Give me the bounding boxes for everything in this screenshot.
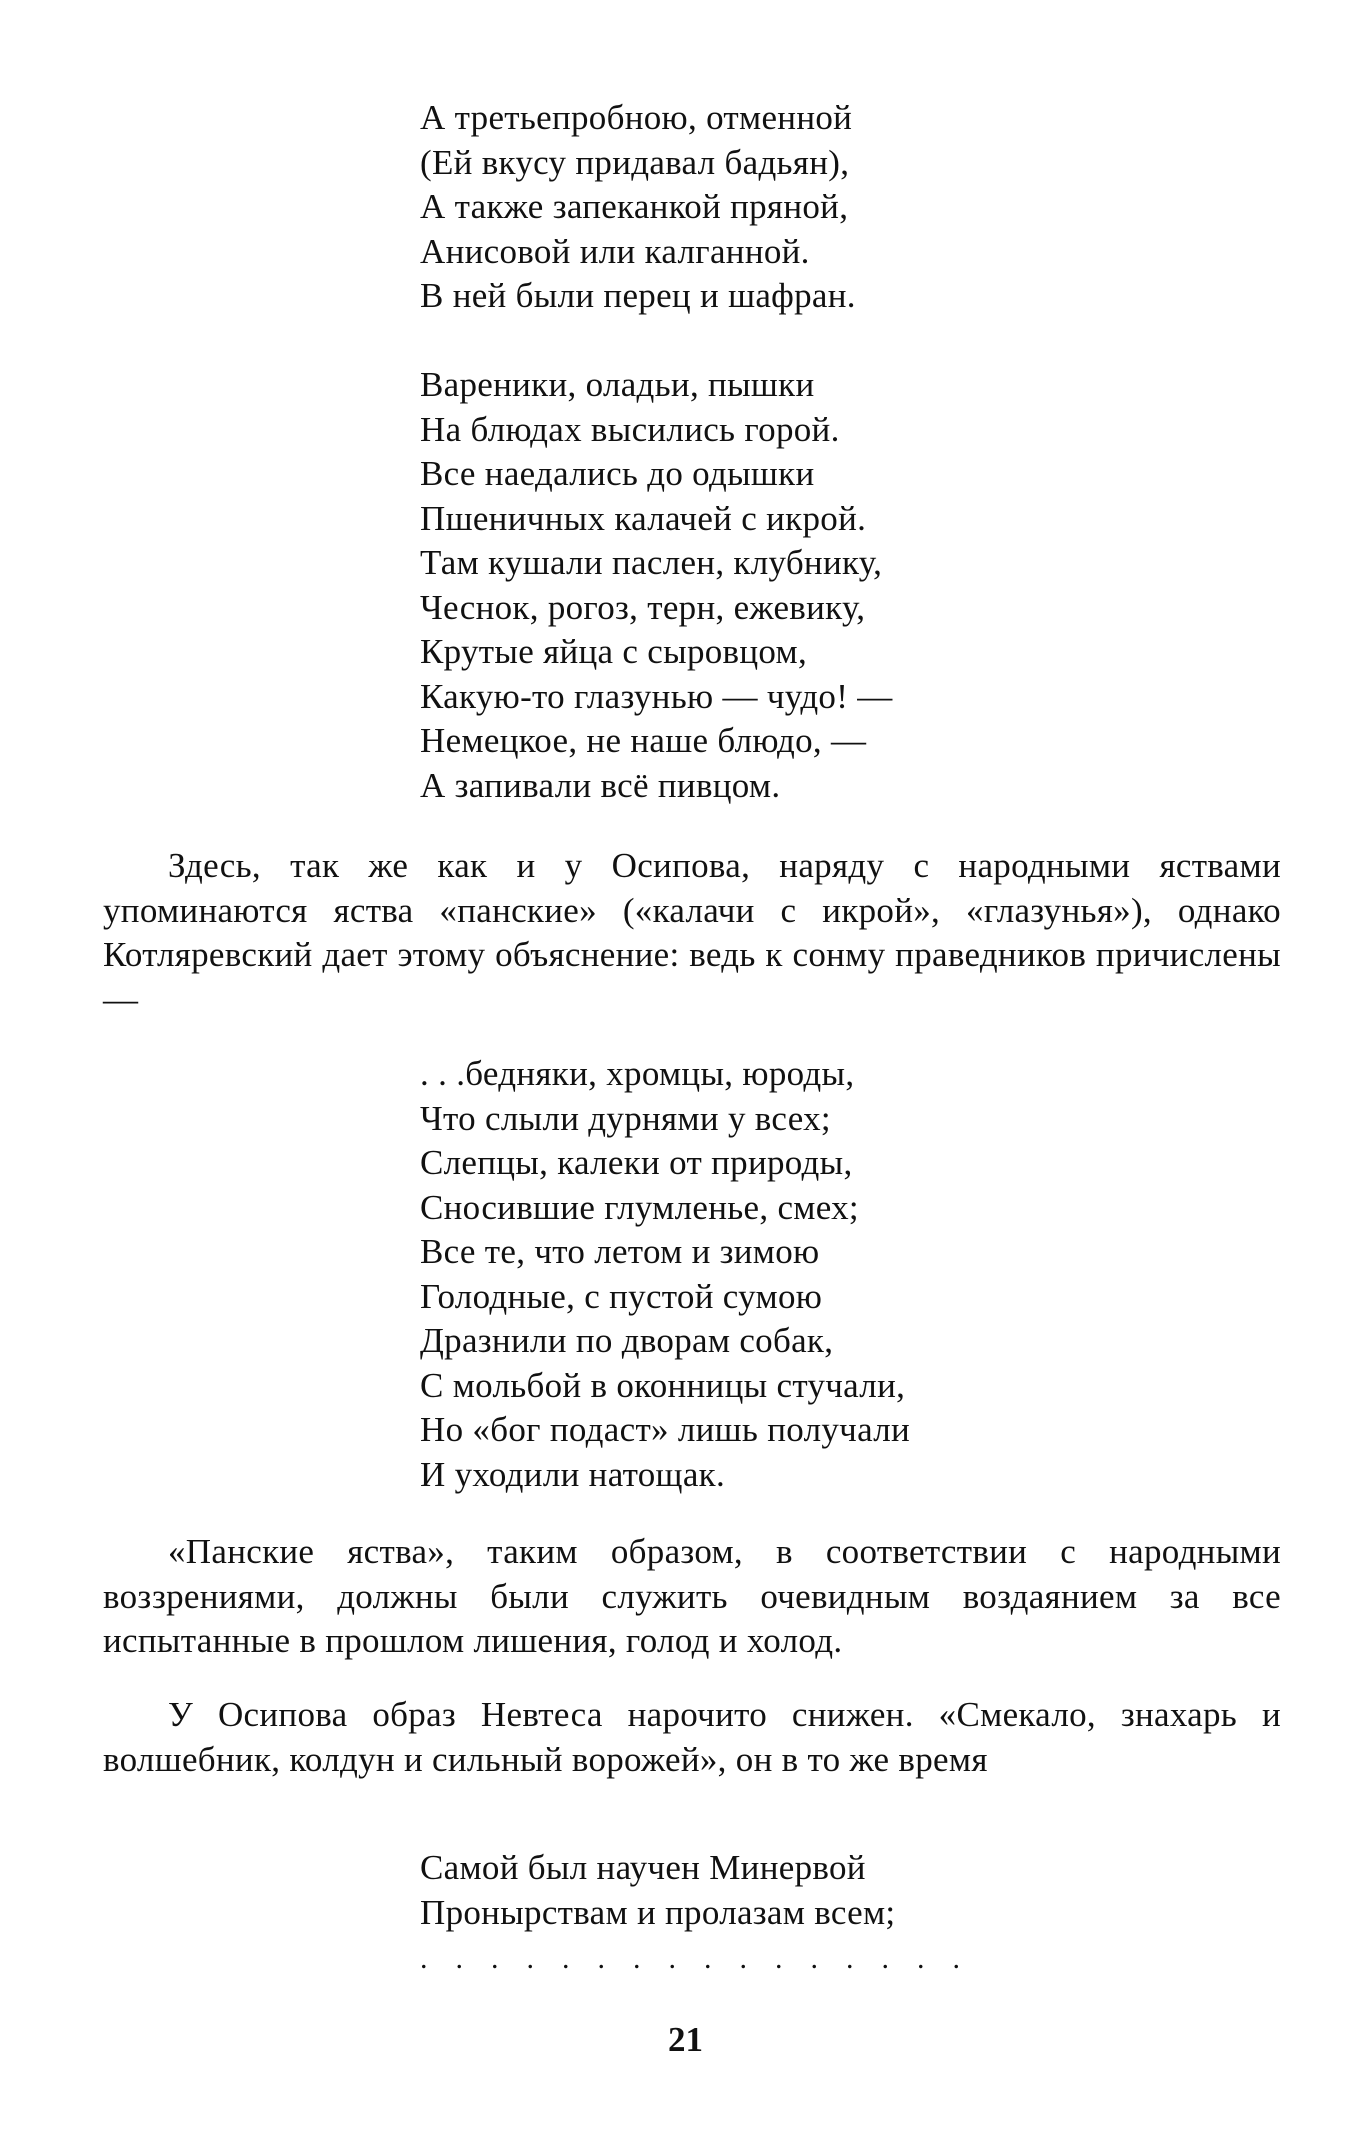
omission-dot: . [952, 1942, 960, 1975]
prose-paragraph: У Осипова образ Невтеса нарочито снижен. «Смекало, знахарь и волшебник, колдун и сильный ворожей», он в то же время [103, 1695, 1281, 1779]
verse-stanza-3 [420, 1052, 1140, 1497]
omission-dot: . [704, 1942, 712, 1975]
verse-line: С мольбой в оконницы стучали, [420, 1365, 906, 1405]
verse-line: А также запеканкой пряной, [420, 187, 849, 226]
omission-dot: . [810, 1942, 818, 1975]
verse-line: Вареники, оладьи, пышки [420, 365, 815, 404]
page-number: 21 [668, 2020, 703, 2059]
verse-line: Сносившие глумленье, смех; [420, 1187, 859, 1227]
prose-paragraph: «Панские яства», таким образом, в соответствии с народными воззрениями, должны были служить очевидным воздаянием за все испытанные в прошлом лишения, голод и холод. [103, 1532, 1281, 1660]
omission-dot: . [775, 1942, 783, 1975]
verse-line: Слепцы, калеки от природы, [420, 1143, 853, 1182]
omission-dot: . [491, 1942, 499, 1975]
omission-dot: . [846, 1942, 854, 1975]
verse-line: На блюдах высились горой. [420, 409, 840, 449]
verse-line: Дразнили по дворам собак, [420, 1321, 834, 1360]
omission-dot: . [526, 1942, 534, 1975]
verse-line: Крутые яйца с сыровцом, [420, 632, 808, 671]
omission-dot: . [455, 1942, 463, 1975]
verse-line: Пшеничных калачей с икрой. [420, 498, 867, 538]
verse-line: Все те, что летом и зимою [420, 1232, 820, 1271]
verse-line: Там кушали паслен, клубнику, [420, 543, 883, 582]
verse-line: Все наедались до одышки [420, 454, 815, 493]
verse-line: Что слыли дурнями у всех; [420, 1098, 831, 1138]
verse-line: А третьепробною, отменной [420, 98, 853, 137]
verse-stanza-1 [420, 96, 1140, 319]
omission-dot: . [917, 1942, 925, 1975]
omission-dot: . [739, 1942, 747, 1975]
omission-dot: . [881, 1942, 889, 1975]
verse-line: Самой был научен Минервой [420, 1848, 866, 1887]
verse-line: Анисовой или калганной. [420, 231, 810, 271]
omission-dots [420, 1944, 960, 1974]
omission-dot: . [597, 1942, 605, 1975]
verse-stanza-4 [420, 1846, 1140, 1935]
verse-line: Пронырствам и пролазам всем; [420, 1892, 896, 1932]
omission-dot: . [562, 1942, 570, 1975]
verse-line: В ней были перец и шафран. [420, 276, 856, 315]
verse-line: Немецкое, не наше блюдо, — [420, 721, 867, 760]
verse-line: Но «бог подаст» лишь получали [420, 1410, 911, 1449]
omission-dot: . [668, 1942, 676, 1975]
verse-line: И уходили натощак. [420, 1454, 726, 1494]
prose-paragraph: Здесь, так же как и у Осипова, наряду с народными яствами упоминаются яства «панские» («калачи с икрой», «глазунья»), однако Котляревский дает этому объяснение: ведь к сонму праведников причислены — [103, 846, 1281, 1019]
omission-dot: . [420, 1942, 428, 1975]
omission-dot: . [633, 1942, 641, 1975]
verse-line: А запивали всё пивцом. [420, 765, 781, 805]
verse-line: (Ей вкусу придавал бадьян), [420, 142, 850, 182]
verse-line: Какую-то глазунью — чудо! — [420, 676, 893, 716]
verse-line: Чеснок, рогоз, терн, ежевику, [420, 587, 866, 627]
verse-stanza-2 [420, 363, 1140, 808]
verse-line: Голодные, с пустой сумою [420, 1276, 823, 1316]
verse-line: . . .бедняки, хромцы, юроды, [420, 1054, 855, 1093]
